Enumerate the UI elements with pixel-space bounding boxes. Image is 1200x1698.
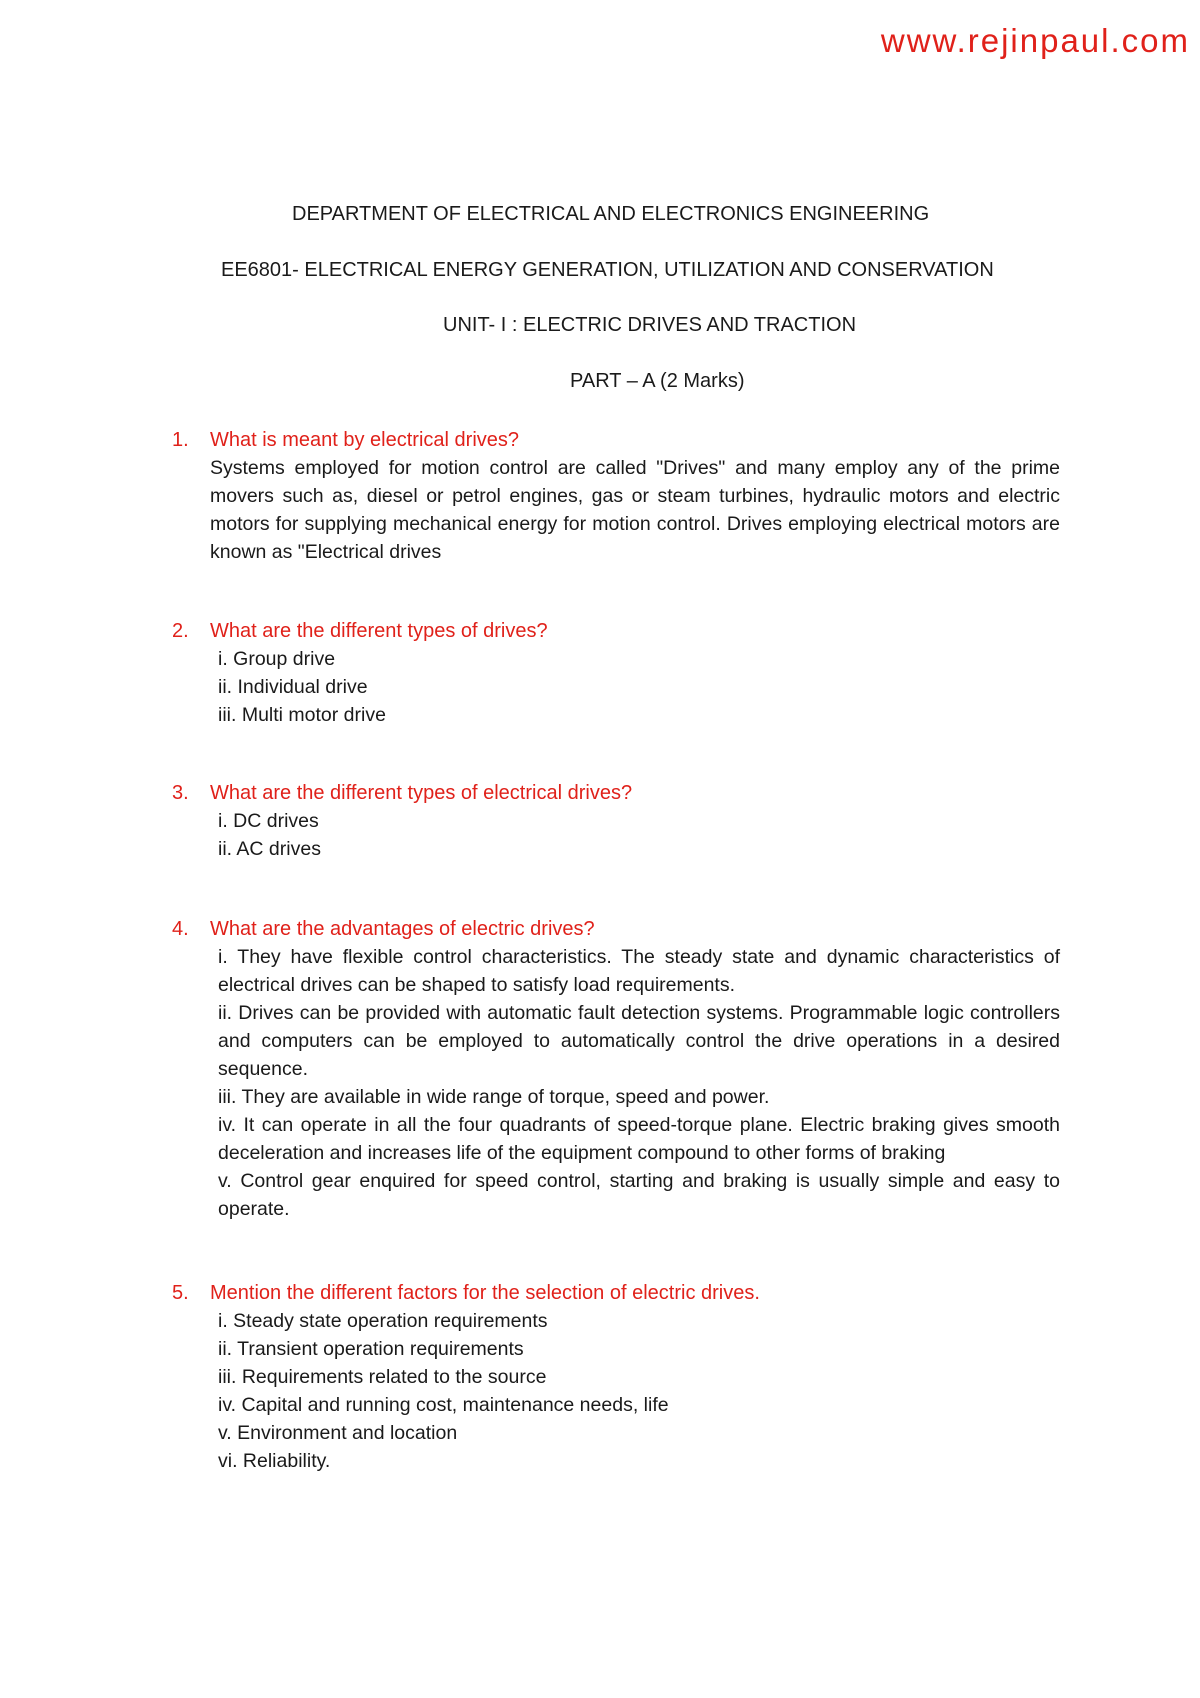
question-block-5 [172, 1279, 1060, 1475]
list-item: ii. Drives can be provided with automatic fault detection systems. Programmable logic controllers and computers can be employed to automatically control the drive operations in a desired sequence. [218, 1002, 1060, 1080]
answer-list [172, 807, 1060, 863]
department-heading: DEPARTMENT OF ELECTRICAL AND ELECTRONICS ENGINEERING [292, 203, 930, 225]
list-item: i. DC drives [218, 810, 319, 832]
question-4 [172, 915, 1060, 943]
list-item: iii. Multi motor drive [218, 704, 386, 726]
list-item: ii. Individual drive [218, 676, 368, 698]
question-block-3 [172, 779, 1060, 863]
question-block-2 [172, 617, 1060, 729]
question-block-1 [172, 426, 1060, 566]
question-3 [172, 779, 1060, 807]
unit-heading: UNIT- I : ELECTRIC DRIVES AND TRACTION [443, 314, 857, 336]
list-item: iv. Capital and running cost, maintenance needs, life [218, 1394, 669, 1416]
question-text: What is meant by electrical drives? [210, 429, 520, 451]
list-item: v. Environment and location [218, 1422, 458, 1444]
answer-list [172, 943, 1060, 1223]
question-1 [172, 426, 1060, 454]
question-number: 1. [172, 429, 189, 451]
answer-list [172, 1307, 1060, 1475]
question-block-4 [172, 915, 1060, 1223]
list-item: ii. Transient operation requirements [218, 1338, 524, 1360]
list-item: v. Control gear enquired for speed control, starting and braking is usually simple and easy to operate. [218, 1170, 1060, 1220]
list-item: i. They have flexible control characteristics. The steady state and dynamic characteristics of electrical drives can be shaped to satisfy load requirements. [218, 946, 1060, 996]
watermark-url: www.rejinpaul.com [880, 22, 1190, 59]
question-number: 4. [172, 918, 189, 940]
list-item: ii. AC drives [218, 838, 321, 860]
question-text: What are the different types of electrical drives? [210, 782, 633, 804]
question-text: Mention the different factors for the selection of electric drives. [210, 1282, 760, 1304]
question-number: 3. [172, 782, 189, 804]
course-heading: EE6801- ELECTRICAL ENERGY GENERATION, UTILIZATION AND CONSERVATION [221, 259, 994, 281]
answer-list [172, 645, 1060, 729]
list-item: i. Steady state operation requirements [218, 1310, 548, 1332]
question-2 [172, 617, 1060, 645]
list-item: iii. They are available in wide range of torque, speed and power. [218, 1086, 770, 1108]
question-number: 2. [172, 620, 189, 642]
part-heading: PART – A (2 Marks) [570, 370, 745, 392]
list-item: vi. Reliability. [218, 1450, 331, 1472]
question-text: What are the different types of drives? [210, 620, 548, 642]
list-item: iv. It can operate in all the four quadrants of speed-torque plane. Electric braking gives smooth deceleration and increases life of the equipment compound to other forms of braking [218, 1114, 1060, 1164]
question-5 [172, 1279, 1060, 1307]
list-item: i. Group drive [218, 648, 336, 670]
question-number: 5. [172, 1282, 189, 1304]
answer-paragraph: Systems employed for motion control are called "Drives" and many employ any of the prime movers such as, diesel or petrol engines, gas or steam turbines, hydraulic motors and electric motors for supplying mechanical energy for motion control. Drives employing electrical motors are known as "Electrical drives [210, 457, 1060, 563]
list-item: iii. Requirements related to the source [218, 1366, 547, 1388]
question-text: What are the advantages of electric drives? [210, 918, 595, 940]
